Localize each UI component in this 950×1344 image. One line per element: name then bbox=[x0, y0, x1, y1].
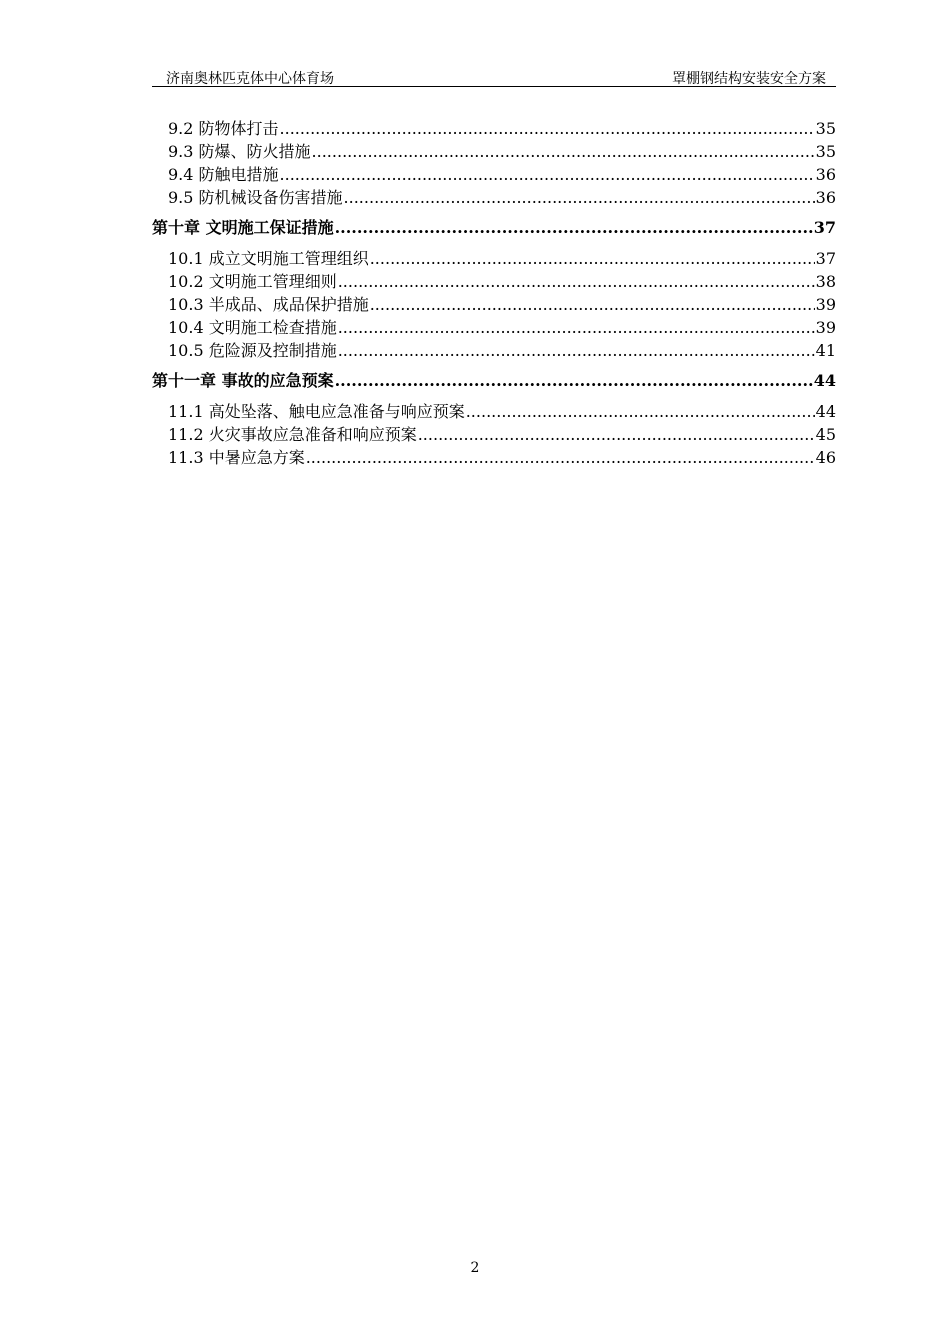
toc-section-entry[interactable] bbox=[152, 270, 836, 293]
toc-entry-page: 44 bbox=[813, 371, 836, 390]
page-number: 2 bbox=[470, 1260, 480, 1276]
toc-entry-label: 11.1 高处坠落、触电应急准备与响应预案 bbox=[168, 402, 465, 421]
toc-entry-label: 9.2 防物体打击 bbox=[168, 119, 279, 138]
toc-section-entry[interactable] bbox=[152, 247, 836, 270]
toc-entry-label: 10.4 文明施工检查措施 bbox=[168, 318, 337, 337]
toc-dot-leader bbox=[312, 140, 815, 163]
toc-entry-page: 38 bbox=[815, 272, 836, 291]
toc-entry-page: 37 bbox=[815, 249, 836, 268]
toc-dot-leader bbox=[338, 316, 815, 339]
toc-chapter-entry[interactable] bbox=[152, 215, 836, 241]
header-document-title: 罩棚钢结构安装安全方案 bbox=[672, 71, 826, 87]
toc-dot-leader bbox=[306, 446, 815, 469]
toc-section-entry[interactable] bbox=[152, 423, 836, 446]
toc-entry-label: 9.3 防爆、防火措施 bbox=[168, 142, 311, 161]
toc-section-entry[interactable] bbox=[152, 339, 836, 362]
toc-dot-leader bbox=[344, 186, 815, 209]
toc-entry-page: 39 bbox=[815, 295, 836, 314]
toc-entry-page: 36 bbox=[815, 165, 836, 184]
toc-dot-leader bbox=[418, 423, 815, 446]
toc-entry-label: 10.1 成立文明施工管理组织 bbox=[168, 249, 369, 268]
toc-section-entry[interactable] bbox=[152, 117, 836, 140]
toc-entry-page: 45 bbox=[815, 425, 836, 444]
toc-dot-leader bbox=[338, 339, 815, 362]
toc-chapter-entry[interactable] bbox=[152, 368, 836, 394]
toc-section-entry[interactable] bbox=[152, 400, 836, 423]
toc-dot-leader bbox=[466, 400, 815, 423]
toc-dot-leader bbox=[280, 163, 815, 186]
header-project-name: 济南奥林匹克体中心体育场 bbox=[166, 71, 334, 87]
toc-entry-label: 第十一章 事故的应急预案 bbox=[152, 371, 334, 390]
toc-dot-leader bbox=[335, 368, 813, 394]
toc-dot-leader bbox=[370, 247, 815, 270]
toc-entry-page: 36 bbox=[815, 188, 836, 207]
toc-dot-leader bbox=[280, 117, 815, 140]
toc-entry-page: 41 bbox=[815, 341, 836, 360]
toc-entry-page: 37 bbox=[813, 218, 836, 237]
toc-entry-label: 10.5 危险源及控制措施 bbox=[168, 341, 337, 360]
toc-entry-label: 9.5 防机械设备伤害措施 bbox=[168, 188, 343, 207]
toc-dot-leader bbox=[335, 215, 813, 241]
toc-section-entry[interactable] bbox=[152, 140, 836, 163]
toc-section-entry[interactable] bbox=[152, 186, 836, 209]
toc-entry-label: 10.3 半成品、成品保护措施 bbox=[168, 295, 369, 314]
toc-entry-page: 35 bbox=[815, 142, 836, 161]
toc-entry-label: 9.4 防触电措施 bbox=[168, 165, 279, 184]
toc-dot-leader bbox=[338, 270, 815, 293]
toc-entry-page: 35 bbox=[815, 119, 836, 138]
toc-dot-leader bbox=[370, 293, 815, 316]
table-of-contents bbox=[152, 117, 836, 469]
toc-section-entry[interactable] bbox=[152, 293, 836, 316]
toc-section-entry[interactable] bbox=[152, 316, 836, 339]
toc-entry-page: 39 bbox=[815, 318, 836, 337]
toc-entry-label: 10.2 文明施工管理细则 bbox=[168, 272, 337, 291]
page-header bbox=[152, 66, 836, 87]
toc-section-entry[interactable] bbox=[152, 163, 836, 186]
toc-entry-page: 46 bbox=[815, 448, 836, 467]
toc-entry-label: 第十章 文明施工保证措施 bbox=[152, 218, 334, 237]
toc-entry-label: 11.3 中暑应急方案 bbox=[168, 448, 305, 467]
toc-section-entry[interactable] bbox=[152, 446, 836, 469]
toc-entry-page: 44 bbox=[815, 402, 836, 421]
toc-entry-label: 11.2 火灾事故应急准备和响应预案 bbox=[168, 425, 417, 444]
